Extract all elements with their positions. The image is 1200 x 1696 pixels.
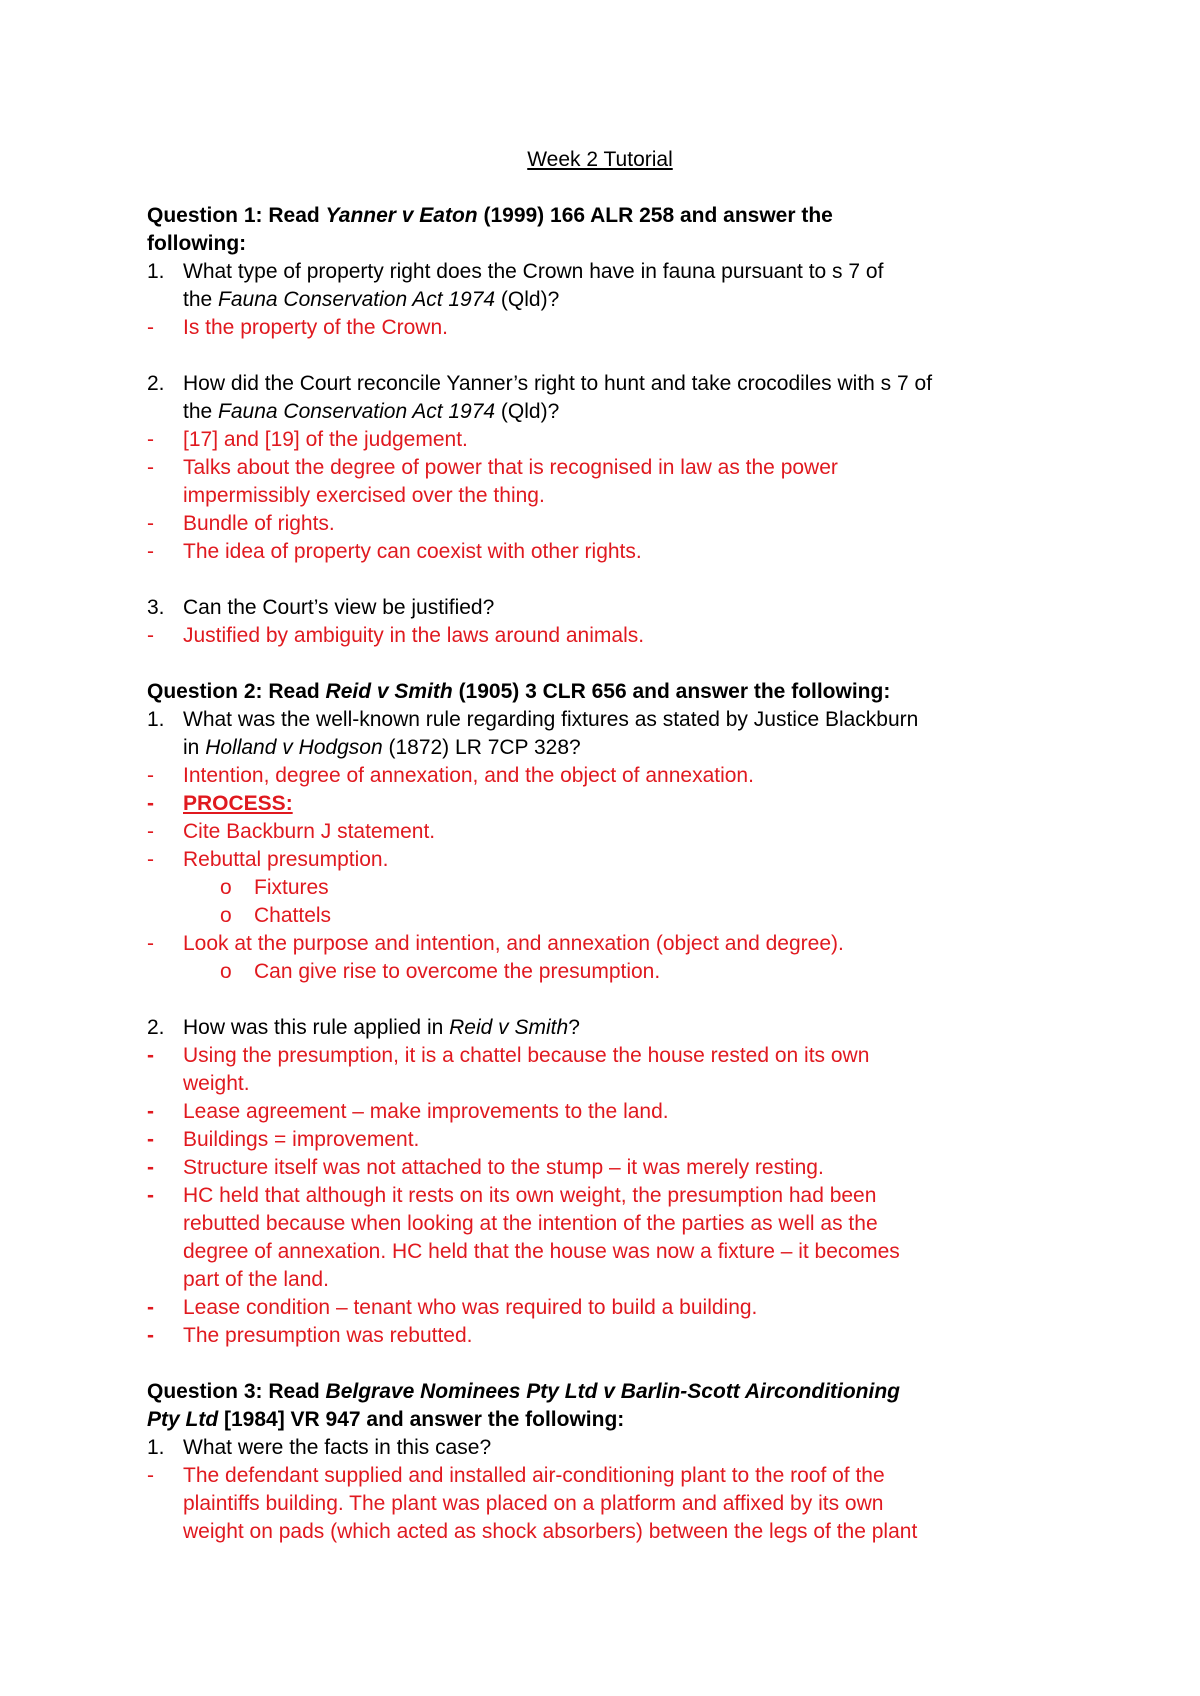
answer-line: - Justified by ambiguity in the laws around animals.	[147, 624, 645, 647]
answer-line: - Bundle of rights.	[147, 512, 335, 535]
question-3-heading: Question 3: Read Belgrave Nominees Pty Ltd v Barlin-Scott Airconditioning	[147, 1380, 900, 1403]
answer-line: - Cite Backburn J statement.	[147, 820, 436, 843]
answer-line: - Is the property of the Crown.	[147, 316, 448, 339]
answer-line: - PROCESS:	[147, 792, 293, 815]
question-3-heading-cont: Pty Ltd [1984] VR 947 and answer the following:	[147, 1408, 625, 1431]
answer-line: - Talks about the degree of power that is recognised in law as the power	[147, 456, 838, 479]
answer-line-cont: weight on pads (which acted as shock absorbers) between the legs of the plant	[183, 1520, 918, 1543]
answer-line: - Look at the purpose and intention, and annexation (object and degree).	[147, 932, 844, 955]
answer-line: - HC held that although it rests on its own weight, the presumption had been	[147, 1184, 877, 1207]
answer-line: - Intention, degree of annexation, and the object of annexation.	[147, 764, 754, 787]
question-1-heading-cont: following:	[147, 232, 247, 255]
answer-line: - The defendant supplied and installed air-conditioning plant to the roof of the	[147, 1464, 885, 1487]
answer-line: - [17] and [19] of the judgement.	[147, 428, 468, 451]
answer-line-cont: weight.	[183, 1072, 250, 1095]
answer-line: - Lease agreement – make improvements to the land.	[147, 1100, 669, 1123]
answer-line-cont: plaintiffs building. The plant was placed on a platform and affixed by its own	[183, 1492, 884, 1515]
tutorial-body	[147, 202, 1067, 1546]
answer-line: - Structure itself was not attached to the stump – it was merely resting.	[147, 1156, 824, 1179]
answer-line-cont: part of the land.	[183, 1268, 329, 1291]
q1-item-2-cont: the Fauna Conservation Act 1974 (Qld)?	[183, 400, 560, 423]
page-title: Week 2 Tutorial	[527, 148, 673, 171]
case-name: Pty Ltd	[147, 1408, 219, 1431]
answer-line-cont: impermissibly exercised over the thing.	[183, 484, 545, 507]
answer-line: - Using the presumption, it is a chattel because the house rested on its own	[147, 1044, 870, 1067]
q1-item-1: 1. What type of property right does the Crown have in fauna pursuant to s 7 of	[147, 260, 884, 283]
answer-line: - The idea of property can coexist with other rights.	[147, 540, 642, 563]
q1-item-3: 3. Can the Court’s view be justified?	[147, 596, 495, 619]
case-name: Yanner v Eaton	[325, 204, 478, 227]
process-label: PROCESS:	[183, 792, 293, 815]
q1-item-1-cont: the Fauna Conservation Act 1974 (Qld)?	[183, 288, 560, 311]
q2-item-2: 2. How was this rule applied in Reid v Smith?	[147, 1016, 580, 1039]
answer-subitem: o Can give rise to overcome the presumption.	[220, 960, 661, 983]
answer-line: - Lease condition – tenant who was required to build a building.	[147, 1296, 758, 1319]
case-name: Reid v Smith	[325, 680, 453, 703]
q2-item-1-cont: in Holland v Hodgson (1872) LR 7CP 328?	[183, 736, 581, 759]
q2-item-1: 1. What was the well-known rule regarding fixtures as stated by Justice Blackburn	[147, 708, 919, 731]
question-1-heading: Question 1: Read Yanner v Eaton (1999) 166 ALR 258 and answer the	[147, 204, 833, 227]
answer-subitem: o Chattels	[220, 904, 332, 927]
question-2-heading: Question 2: Read Reid v Smith (1905) 3 CLR 656 and answer the following:	[147, 680, 891, 703]
answer-line: - The presumption was rebutted.	[147, 1324, 473, 1347]
answer-line-cont: degree of annexation. HC held that the house was now a fixture – it becomes	[183, 1240, 900, 1263]
case-name: Belgrave Nominees Pty Ltd v Barlin-Scott Airconditioning	[325, 1380, 900, 1403]
answer-line: - Rebuttal presumption.	[147, 848, 389, 871]
answer-line: - Buildings = improvement.	[147, 1128, 420, 1151]
q3-item-1: 1. What were the facts in this case?	[147, 1436, 492, 1459]
answer-line-cont: rebutted because when looking at the intention of the parties as well as the	[183, 1212, 878, 1235]
q1-item-2: 2. How did the Court reconcile Yanner’s right to hunt and take crocodiles with s 7 of	[147, 372, 933, 395]
answer-subitem: o Fixtures	[220, 876, 329, 899]
